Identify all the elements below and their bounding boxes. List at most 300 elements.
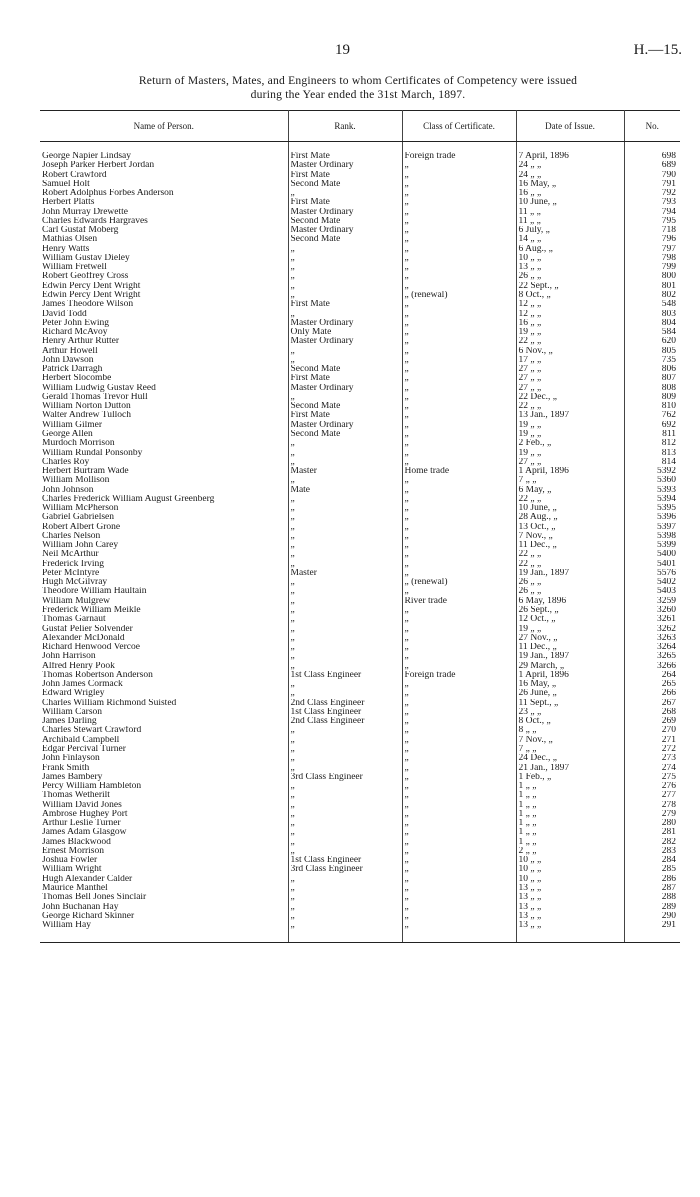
cell-rank: „ [288,643,402,652]
table-row [40,411,680,420]
cell-rank: „ [288,625,402,634]
cell-date: 10 „ „ [516,865,624,874]
table-row [40,208,680,217]
cell-number: 270 [661,726,676,736]
cell-rank: „ [288,254,402,263]
cell-class: „ [402,356,516,365]
cell-rank: „ [288,272,402,281]
cell-rank: Second Mate [288,235,402,244]
cell-date: 8 „ „ [516,726,624,735]
cell-number: 5402 [657,578,676,588]
table-row [40,652,680,661]
cell-class: „ [402,282,516,291]
cell-name: David Todd [40,310,288,319]
cell-name: Herbert Burtram Wade [40,467,288,476]
cell-number: 548 [661,300,676,310]
cell-rank: Second Mate [288,365,402,374]
cell-class: „ [402,643,516,652]
cell-number: 274 [661,763,676,773]
cell-number: 3265 [657,652,676,662]
cell-rank: 1st Class Engineer [288,671,402,680]
table-row [40,337,680,346]
cell-rank: „ [288,449,402,458]
cell-date: 19 „ „ [516,430,624,439]
cell-number: 277 [661,791,676,801]
table-row [40,467,680,476]
table-bottom-rule [40,930,680,943]
document-title [38,74,678,102]
cell-rank: „ [288,439,402,448]
cell-class: „ [402,828,516,837]
table-row [40,347,680,356]
cell-name: John Harrison [40,652,288,661]
cell-class: „ [402,606,516,615]
cell-rank: „ [288,523,402,532]
cell-rank: „ [288,587,402,596]
table-row [40,365,680,374]
table-row [40,615,680,624]
table-row [40,282,680,291]
cell-name: Frederick William Meikle [40,606,288,615]
cell-rank: „ [288,541,402,550]
table-row [40,393,680,402]
table-spacer-row [40,142,680,153]
cell-rank: „ [288,764,402,773]
cell-date: 1 „ „ [516,801,624,810]
cell-date: 14 „ „ [516,235,624,244]
cell-name: William Gustav Dieley [40,254,288,263]
table-row [40,458,680,467]
cell-number: 762 [661,411,676,421]
cell-name: Frank Smith [40,764,288,773]
cell-rank: „ [288,801,402,810]
cell-class: „ [402,745,516,754]
cell-rank: Master [288,467,402,476]
cell-class: „ [402,374,516,383]
cell-class: „ (renewal) [402,291,516,300]
table-row [40,486,680,495]
table-row [40,319,680,328]
cell-class: „ [402,838,516,847]
cell-name: Charles Nelson [40,532,288,541]
cell-name: Charles Edwards Hargraves [40,217,288,226]
cell-date: 26 Sept., „ [516,606,624,615]
table-row [40,828,680,837]
cell-class: „ [402,560,516,569]
table-row [40,161,680,170]
cell-rank: „ [288,689,402,698]
cell-number: 5403 [657,587,676,597]
cell-class: „ [402,782,516,791]
cell-class: „ [402,773,516,782]
cell-class: „ [402,903,516,912]
table-row [40,847,680,856]
cell-name: John Finlayson [40,754,288,763]
column-header-rank: Rank. [288,111,402,142]
cell-rank: „ [288,903,402,912]
cell-date: 8 Oct., „ [516,717,624,726]
cell-date: 16 May, „ [516,180,624,189]
cell-name: John Johnson [40,486,288,495]
cell-rank: „ [288,615,402,624]
cell-number: 799 [661,263,676,273]
cell-number: 3262 [657,624,676,634]
cell-date: 1 „ „ [516,810,624,819]
table-row [40,430,680,439]
cell-date: 7 Nov., „ [516,736,624,745]
cell-class: „ [402,421,516,430]
cell-date: 7 „ „ [516,745,624,754]
cell-date: 6 Aug., „ [516,245,624,254]
cell-class: „ [402,680,516,689]
table-row [40,439,680,448]
cell-class: „ [402,541,516,550]
cell-rank: „ [288,791,402,800]
table-row [40,217,680,226]
cell-class: „ [402,411,516,420]
cell-name: Frederick Irving [40,560,288,569]
title-line-2: during the Year ended the 31st March, 1897. [250,88,466,101]
cell-number: 273 [661,754,676,764]
cell-number: 798 [661,253,676,263]
cell-rank: „ [288,310,402,319]
cell-date: 6 May, 1896 [516,597,624,606]
table-row [40,717,680,726]
cell-rank: „ [288,810,402,819]
table-row [40,374,680,383]
cell-rank: First Mate [288,171,402,180]
table-row [40,550,680,559]
cell-number: 814 [661,457,676,467]
cell-class: „ [402,347,516,356]
cell-number: 271 [661,735,676,745]
table-row [40,680,680,689]
cell-class: „ [402,513,516,522]
table-row [40,893,680,902]
cell-name: William Wright [40,865,288,874]
table-row [40,773,680,782]
cell-rank: Mate [288,486,402,495]
cell-rank: Master Ordinary [288,208,402,217]
cell-name: George Allen [40,430,288,439]
cell-date: 1 „ „ [516,838,624,847]
cell-name: John Murray Drewette [40,208,288,217]
cell-name: Herbert Platts [40,198,288,207]
cell-number: 282 [661,837,676,847]
cell-class: „ [402,217,516,226]
cell-name: Neil McArthur [40,550,288,559]
table-row [40,810,680,819]
cell-rank: „ [288,745,402,754]
cell-date: 2 Feb., „ [516,439,624,448]
cell-number: 808 [661,383,676,393]
column-header-number: No. [624,111,680,142]
cell-rank: 1st Class Engineer [288,708,402,717]
cell-name: Robert Crawford [40,171,288,180]
cell-date: 10 „ „ [516,875,624,884]
cell-class: „ [402,689,516,698]
cell-date: 16 „ „ [516,319,624,328]
cell-class: „ [402,726,516,735]
cell-date: 27 „ „ [516,384,624,393]
column-header-class: Class of Certificate. [402,111,516,142]
cell-class: „ [402,625,516,634]
table-header-row [40,111,680,142]
table-row [40,152,680,161]
page-number: 19 [335,42,350,58]
cell-class: „ [402,495,516,504]
cell-number: 805 [661,346,676,356]
cell-name: Percy William Hambleton [40,782,288,791]
cell-date: 16 May, „ [516,680,624,689]
cell-number: 3261 [657,615,676,625]
cell-date: 24 Dec., „ [516,754,624,763]
table-row [40,272,680,281]
cell-name: John Dawson [40,356,288,365]
cell-number: 797 [661,244,676,254]
cell-number: 5576 [657,568,676,578]
cell-date: 19 „ „ [516,328,624,337]
cell-date: 16 „ „ [516,189,624,198]
cell-name: Robert Adolphus Forbes Anderson [40,189,288,198]
cell-rank: „ [288,819,402,828]
cell-date: 2 „ „ [516,847,624,856]
cell-name: Charles Frederick William August Greenberg [40,495,288,504]
cell-class: „ [402,634,516,643]
cell-number: 803 [661,309,676,319]
cell-rank: Second Mate [288,180,402,189]
cell-name: William Mollison [40,476,288,485]
cell-number: 285 [661,865,676,875]
cell-number: 288 [661,893,676,903]
cell-name: William Norton Dutton [40,402,288,411]
table-row [40,476,680,485]
cell-rank: Second Mate [288,217,402,226]
cell-rank: „ [288,282,402,291]
cell-class: „ [402,717,516,726]
cell-class: „ [402,365,516,374]
cell-number: 275 [661,772,676,782]
cell-rank: 3rd Class Engineer [288,773,402,782]
cell-number: 272 [661,745,676,754]
cell-rank: „ [288,263,402,272]
cell-rank: 2nd Class Engineer [288,717,402,726]
cell-date: 27 Nov., „ [516,634,624,643]
table-row [40,671,680,680]
column-header-name: Name of Person. [40,111,288,142]
cell-date: 12 „ „ [516,310,624,319]
table-row [40,856,680,865]
cell-name: William John Carey [40,541,288,550]
cell-name: Joseph Parker Herbert Jordan [40,161,288,170]
table-row [40,708,680,717]
cell-class: „ [402,708,516,717]
cell-name: Charles Stewart Crawford [40,726,288,735]
cell-class: „ [402,699,516,708]
cell-number: 279 [661,809,676,819]
cell-date: 13 „ „ [516,884,624,893]
cell-number: 813 [661,448,676,458]
table-row [40,819,680,828]
cell-class: „ [402,393,516,402]
cell-class: „ [402,504,516,513]
cell-name: Charles Roy [40,458,288,467]
cell-date: 1 Feb., „ [516,773,624,782]
cell-rank: Second Mate [288,402,402,411]
cell-rank: „ [288,634,402,643]
cell-date: 1 April, 1896 [516,467,624,476]
cell-date: 17 „ „ [516,356,624,365]
cell-date: 21 Jan., 1897 [516,764,624,773]
cell-class: „ [402,819,516,828]
cell-date: 19 „ „ [516,625,624,634]
cell-name: Archibald Campbell [40,736,288,745]
cell-date: 10 „ „ [516,856,624,865]
cell-class: „ [402,662,516,671]
cell-class: „ [402,189,516,198]
page-reference: H.—15. [633,42,682,58]
cell-class: „ [402,263,516,272]
cell-rank: „ [288,838,402,847]
cell-date: 24 „ „ [516,161,624,170]
cell-number: 810 [661,402,676,412]
table-row [40,171,680,180]
table-row [40,189,680,198]
cell-class: „ [402,430,516,439]
cell-rank: „ [288,458,402,467]
cell-class: „ [402,198,516,207]
cell-date: 11 Sept., „ [516,699,624,708]
certificates-table [40,110,680,943]
cell-name: James Darling [40,717,288,726]
table-row [40,495,680,504]
cell-class: „ [402,810,516,819]
cell-class: „ [402,319,516,328]
cell-name: Joshua Fowler [40,856,288,865]
title-line-1: Return of Masters, Mates, and Engineers to whom Certificates of Competency were issued [138,74,578,87]
cell-date: 22 „ „ [516,337,624,346]
table-row [40,513,680,522]
cell-name: George Richard Skinner [40,912,288,921]
cell-date: 27 „ „ [516,365,624,374]
cell-number: 5360 [657,476,676,486]
table-row [40,180,680,189]
table-row [40,782,680,791]
table-row [40,328,680,337]
cell-number: 620 [661,337,676,347]
cell-date: 7 „ „ [516,476,624,485]
cell-rank: First Mate [288,374,402,383]
cell-rank: „ [288,245,402,254]
cell-number: 790 [661,170,676,180]
cell-class: „ [402,300,516,309]
cell-number: 290 [661,911,676,921]
cell-number: 276 [661,782,676,792]
cell-class: „ [402,615,516,624]
cell-rank: Master Ordinary [288,161,402,170]
cell-date: 22 „ „ [516,560,624,569]
cell-class: „ [402,893,516,902]
cell-class: „ [402,384,516,393]
cell-date: 12 „ „ [516,300,624,309]
table-row [40,532,680,541]
cell-name: Arthur Leslie Turner [40,819,288,828]
cell-class: „ [402,912,516,921]
cell-rank: „ [288,606,402,615]
cell-name: Patrick Darragh [40,365,288,374]
cell-number: 283 [661,846,676,856]
cell-date: 22 Dec., „ [516,393,624,402]
cell-rank: First Mate [288,300,402,309]
cell-date: 1 „ „ [516,791,624,800]
cell-rank: „ [288,578,402,587]
cell-name: James Adam Glasgow [40,828,288,837]
table-row [40,736,680,745]
cell-number: 809 [661,392,676,402]
cell-name: William Hay [40,921,288,930]
table-row [40,597,680,606]
cell-date: 29 March, „ [516,662,624,671]
cell-number: 287 [661,883,676,893]
cell-date: 7 April, 1896 [516,152,624,161]
table-row [40,903,680,912]
cell-date: 22 „ „ [516,402,624,411]
cell-rank: First Mate [288,198,402,207]
cell-name: Thomas Wetherilt [40,791,288,800]
cell-date: 6 July, „ [516,226,624,235]
cell-date: 11 Dec., „ [516,541,624,550]
cell-name: Gabriel Gabrielsen [40,513,288,522]
cell-rank: „ [288,726,402,735]
table-row [40,634,680,643]
cell-number: 291 [661,921,676,931]
cell-name: William Ludwig Gustav Reed [40,384,288,393]
cell-name: Peter McIntyre [40,569,288,578]
cell-name: Thomas Robertson Anderson [40,671,288,680]
table-body [40,142,680,943]
cell-date: 13 „ „ [516,893,624,902]
cell-date: 8 Oct., „ [516,291,624,300]
cell-class: „ [402,652,516,661]
cell-number: 5392 [657,467,676,477]
cell-class: „ [402,875,516,884]
cell-number: 811 [662,429,676,439]
cell-number: 267 [661,698,676,708]
cell-rank: „ [288,504,402,513]
cell-name: Thomas Garnaut [40,615,288,624]
table-row [40,449,680,458]
table-row [40,838,680,847]
cell-class: „ [402,208,516,217]
cell-date: 22 Sept., „ [516,282,624,291]
cell-class: Foreign trade [402,152,516,161]
table-row [40,745,680,754]
cell-number: 5399 [657,541,676,551]
cell-name: Hugh McGilvray [40,578,288,587]
column-header-date: Date of Issue. [516,111,624,142]
cell-name: Ernest Morrison [40,847,288,856]
cell-rank: Master Ordinary [288,226,402,235]
cell-class: „ [402,865,516,874]
cell-name: Alexander McDonald [40,634,288,643]
cell-number: 801 [661,281,676,291]
cell-date: 28 Aug., „ [516,513,624,522]
cell-name: Edward Wrigley [40,689,288,698]
cell-name: William Carson [40,708,288,717]
cell-number: 692 [661,420,676,430]
cell-rank: Master Ordinary [288,421,402,430]
cell-rank: „ [288,884,402,893]
